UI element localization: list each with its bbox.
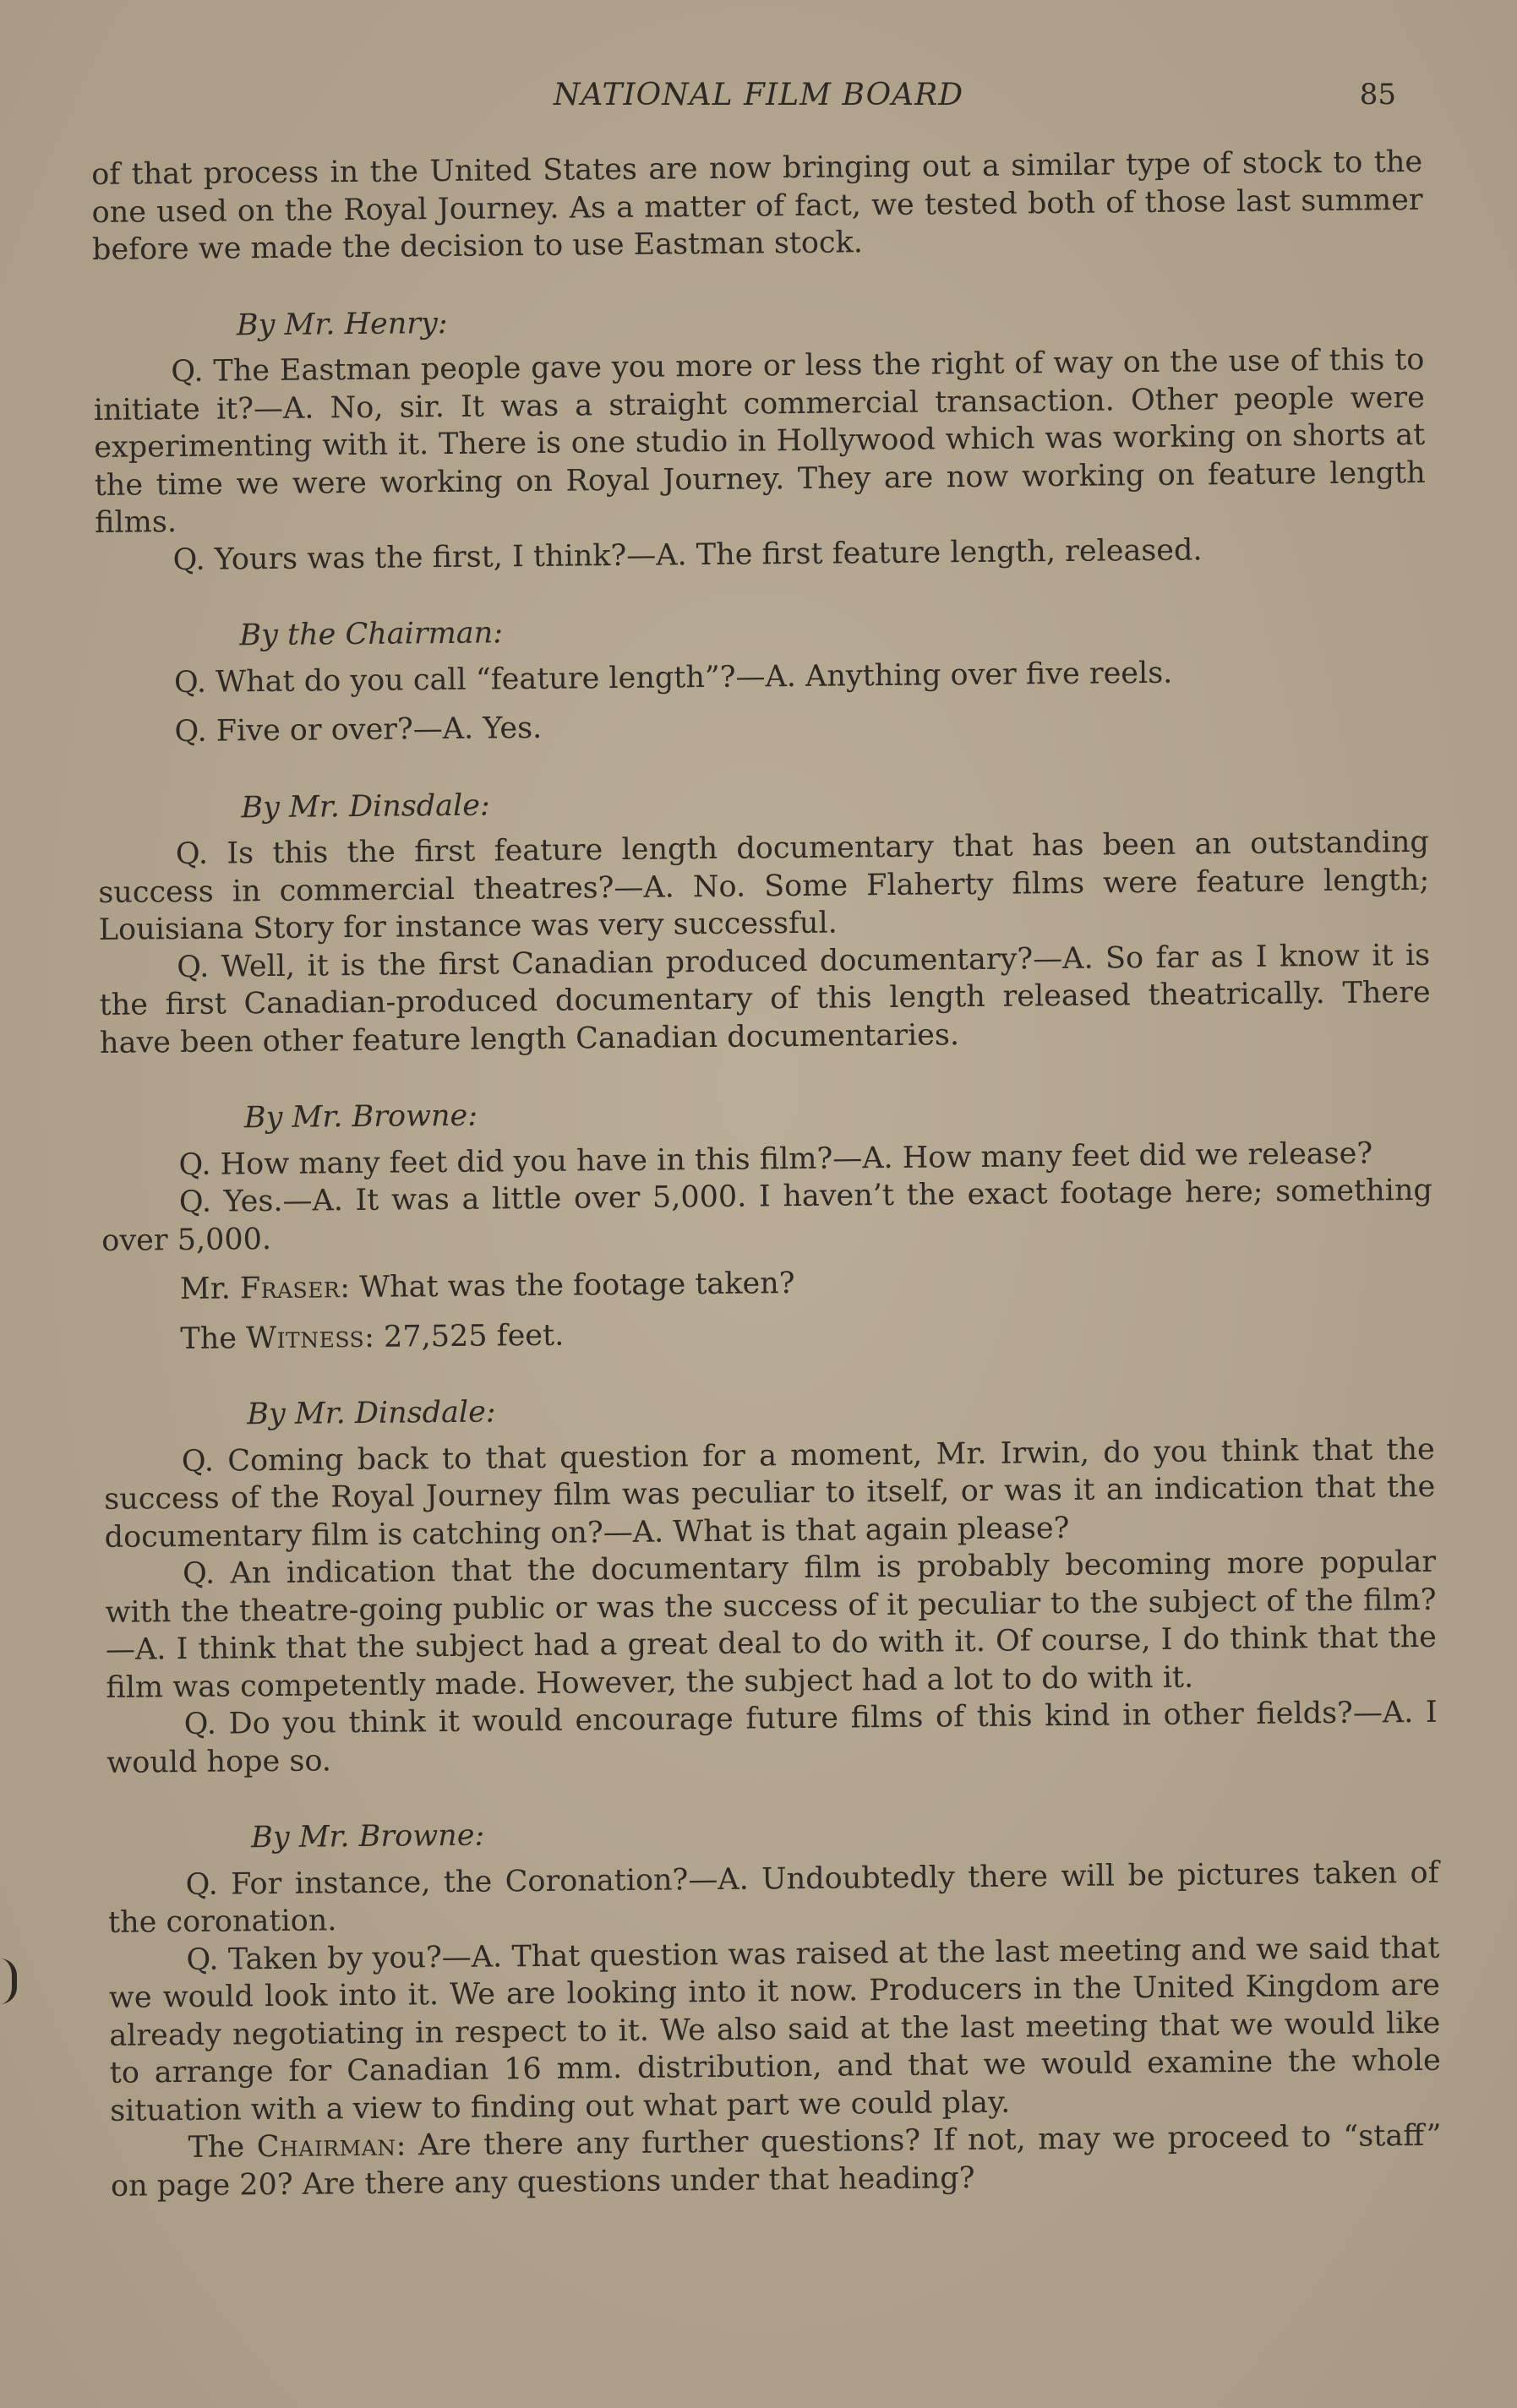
paragraph: of that process in the United States are now bringing out a similar type of stock to the one used on the Royal Journey. As a matter of fact, we tested both of those last summer before we made the decision to use Eastman stock. (91, 144, 1423, 267)
speaker-name: Chairman (256, 2128, 396, 2165)
paragraph: Q. How many feet did you have in this film?—A. How many feet did we release? (178, 1136, 1373, 1182)
speaker-name: Witness (245, 1320, 365, 1355)
speaker-heading: By Mr. Browne: (243, 1098, 478, 1136)
statement-text: : What was the footage taken? (340, 1267, 795, 1305)
paragraph: Q. Do you think it would encourage future films of this kind in other fields?—A. I would hope so. (106, 1695, 1438, 1780)
paragraph: Q. Taken by you?—A. That question was raised at the last meeting and we said that we would look into it. We are looking into it now. Producers in the United Kingdom are already negotiating in respect to it. We also said at the last meeting that we would like to arrange for Canadian 16 mm. distribution, and that we would examine the whole situation with a view to finding out what part we could play. (108, 1931, 1441, 2128)
binding-edge-mark (0, 1959, 17, 2004)
paragraph: Q. For instance, the Coronation?—A. Undoubtedly there will be pictures taken of the coronation. (107, 1855, 1439, 1940)
page-number: 85 (1359, 78, 1396, 112)
speaker-heading: By Mr. Browne: (250, 1818, 485, 1855)
paragraph: Q. Coming back to that question for a moment, Mr. Irwin, do you think that the success of the Royal Journey film was peculiar to itself, or was it an indication that the documentary film is catching on?—A. What is that again please? (104, 1432, 1436, 1555)
speaker-heading: By the Chairman: (239, 616, 504, 653)
paragraph: Q. What do you call “feature length”?—A. Anything over five reels. (173, 656, 1173, 700)
paragraph: Q. An indication that the documentary film is probably becoming more popular with the theatre-going public or was the success of it peculiar to the subject of the film?—A. I think that the subject had a great deal to do with it. Of course, I do think that the film was competently made. However, the subject had a lot to do with it. (105, 1544, 1438, 1705)
running-head: NATIONAL FILM BOARD (553, 78, 964, 112)
speaker-title: The (180, 1321, 237, 1356)
paragraph: Q. Yours was the first, I think?—A. The first feature length, released. (172, 532, 1203, 577)
statement-chairman (110, 2117, 1442, 2205)
paragraph: Q. Well, it is the first Canadian produced documentary?—A. So far as I know it is the first Canadian-produced documentary of this length released theatrically. There have been other feature length Canadian documentaries. (99, 938, 1431, 1060)
statement-text: : 27,525 feet. (363, 1318, 565, 1354)
paragraph: Q. The Eastman people gave you more or less the right of way on the use of this to initiate it?—A. No, sir. It was a straight commercial transaction. Other people were experimenting with it. There is one studio in Hollywood which was working on shorts at the time we were working on Royal Journey. They are now working on feature length films. (93, 342, 1426, 540)
speaker-heading: By Mr. Henry: (236, 306, 448, 342)
speaker-heading: By Mr. Dinsdale: (247, 1395, 496, 1432)
page-header (0, 78, 1517, 120)
transcript-body (91, 144, 1442, 2205)
statement-text: : Are there any further questions? If not, may we proceed to “staff” on page 20? Are there any questions under that heading? (110, 2118, 1442, 2204)
speaker-heading: By Mr. Dinsdale: (241, 788, 490, 825)
speaker-name: Fraser (239, 1271, 341, 1306)
speaker-title: The (188, 2130, 245, 2166)
paragraph: Q. Yes.—A. It was a little over 5,000. I haven’t the exact footage here; something over 5,000. (101, 1173, 1433, 1258)
speaker-title: Mr. (179, 1272, 231, 1307)
paragraph: Q. Five or over?—A. Yes. (174, 711, 543, 749)
paragraph: Q. Is this the first feature length documentary that has been an outstanding success in commercial theatres?—A. No. Some Flaherty films were feature length; Louisiana Story for instance was very successful. (98, 825, 1430, 947)
